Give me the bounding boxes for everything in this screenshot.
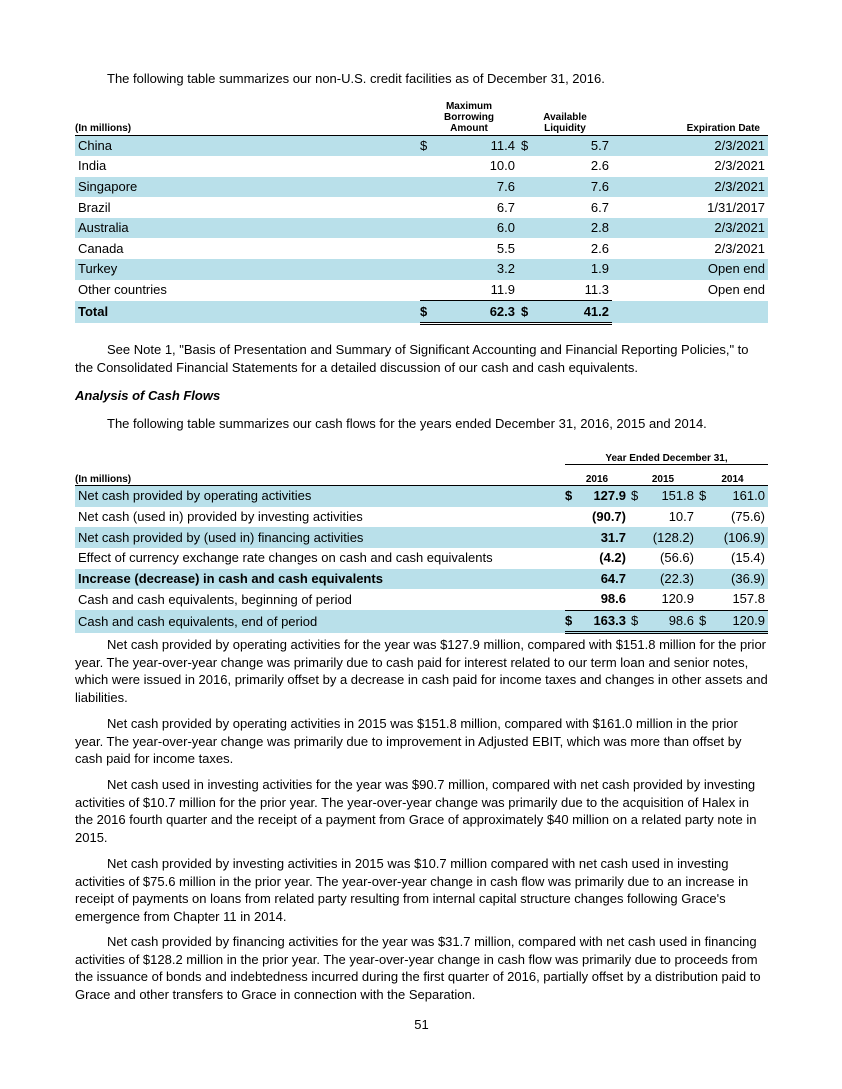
expiration-cell: 1/31/2017 [707, 199, 765, 215]
country-cell: Turkey [75, 259, 420, 280]
value-2015-cell: 10.7 [668, 509, 694, 525]
table-row [75, 135, 768, 156]
country-cell: Canada [78, 240, 124, 256]
max-dollar-cell [420, 238, 434, 259]
value-2016-cell: 98.6 [578, 589, 629, 610]
dollar-2015-cell [629, 507, 643, 528]
label-cell: Cash and cash equivalents, beginning of period [78, 591, 352, 607]
value-2014-cell: (75.6) [731, 509, 765, 525]
year-header-row [75, 464, 768, 486]
label-cell: Cash and cash equivalents, end of period [75, 610, 565, 633]
available-liquidity-cell: 2.8 [530, 218, 612, 239]
label-cell: Increase (decrease) in cash and cash equivalents [75, 569, 565, 590]
body-paragraph: Net cash provided by financing activities for the year was $31.7 million, compared with net cash used in financing activities of $128.2 million in the prior year. The year-over-year change in cash flow was primarily due to proceeds from the issuance of bonds and indebtedness incurred during the first quarter of 2016, partially offset by a distribution paid to Grace and other transfers to Grace in connection with the Separation. [75, 934, 761, 1002]
max-dollar-cell [420, 177, 434, 198]
max-borrowing-cell: 10.0 [489, 158, 515, 174]
value-2014-cell: (36.9) [711, 569, 768, 590]
value-2015-cell: (128.2) [643, 527, 697, 548]
dollar-2016-cell: $ [565, 610, 578, 633]
expiration-cell: 2/3/2021 [612, 135, 768, 156]
value-2014-cell: (15.4) [731, 550, 765, 566]
value-2015-cell: 98.6 [643, 610, 697, 633]
value-2014-cell: 157.8 [711, 589, 768, 610]
avail-dollar-cell [518, 156, 530, 177]
table-row [75, 507, 768, 528]
table-row [75, 177, 768, 198]
total-avail-dollar: $ [518, 301, 530, 324]
cash-flow-heading: Analysis of Cash Flows [75, 388, 221, 403]
table-header-row [75, 99, 768, 135]
table-row [75, 486, 768, 507]
label-cell: Net cash provided by operating activities [75, 486, 565, 507]
value-2016-cell: (90.7) [592, 509, 626, 525]
period-header-row [75, 443, 768, 464]
label-cell: Net cash (used in) provided by investing activities [78, 509, 363, 525]
dollar-2014-cell [697, 548, 711, 569]
avail-dollar-cell [518, 259, 530, 280]
total-max-value: 62.3 [434, 301, 518, 324]
available-liquidity-cell: 7.6 [530, 177, 612, 198]
country-cell: Other countries [78, 282, 167, 298]
table-row [75, 527, 768, 548]
expiration-cell: Open end [612, 259, 768, 280]
max-borrowing-cell: 7.6 [434, 177, 518, 198]
country-cell: China [75, 135, 420, 156]
value-2016-cell: (4.2) [599, 550, 626, 566]
dollar-2015-cell [629, 589, 643, 610]
max-dollar-cell [420, 197, 434, 218]
max-dollar-cell [420, 280, 434, 301]
avail-dollar-cell [518, 197, 530, 218]
country-cell: Australia [75, 218, 420, 239]
year-2016-header: 2016 [565, 464, 629, 486]
max-borrowing-cell: 11.4 [434, 135, 518, 156]
table-row [75, 548, 768, 569]
expiration-cell: 2/3/2021 [714, 158, 765, 174]
expiration-cell: 2/3/2021 [612, 177, 768, 198]
col-header-max-borrowing: Maximum Borrowing Amount [420, 99, 518, 135]
total-row [75, 301, 768, 324]
dollar-2014-cell: $ [697, 610, 711, 633]
value-2015-cell: 151.8 [643, 486, 697, 507]
table-row [75, 259, 768, 280]
note-text: See Note 1, "Basis of Presentation and Summary of Significant Accounting and Financial Reporting Policies," to the Consolidated Financial Statements for a detailed discussion of our cash and cash equivalents. [75, 342, 749, 375]
available-liquidity-cell: 2.6 [590, 158, 609, 174]
col-header-available-liquidity: Available Liquidity [518, 99, 612, 135]
body-paragraph: Net cash used in investing activities for the year was $90.7 million, compared with net cash provided by investing activities of $10.7 million for the prior year. The year-over-year change was primarily due to the acquisition of Halex in the 2016 fourth quarter and the receipt of a payment from Grace of approximately $40 million on a related party note in 2015. [75, 777, 757, 845]
country-cell: Singapore [75, 177, 420, 198]
dollar-2015-cell [629, 548, 643, 569]
dollar-2016-cell [565, 569, 578, 590]
max-dollar-cell [420, 218, 434, 239]
dollar-2016-cell [565, 589, 578, 610]
avail-dollar-cell: $ [518, 135, 530, 156]
table-row [75, 569, 768, 590]
value-2015-cell: (56.6) [660, 550, 694, 566]
country-cell: Brazil [78, 199, 111, 215]
dollar-2015-cell [629, 527, 643, 548]
dollar-2014-cell [697, 527, 711, 548]
value-2015-cell: (22.3) [643, 569, 697, 590]
max-borrowing-cell: 5.5 [496, 240, 515, 256]
value-2016-cell: 64.7 [578, 569, 629, 590]
dollar-2016-cell [565, 527, 578, 548]
dollar-2014-cell [697, 589, 711, 610]
dollar-2014-cell [697, 507, 711, 528]
avail-dollar-cell [518, 177, 530, 198]
credit-intro-text: The following table summarizes our non-U.S. credit facilities as of December 31, 2016. [107, 71, 605, 86]
table-row [75, 197, 768, 218]
available-liquidity-cell: 2.6 [590, 240, 609, 256]
max-dollar-cell: $ [420, 135, 434, 156]
table-row [75, 280, 768, 301]
col-header-expiration: Expiration Date [612, 99, 768, 135]
available-liquidity-cell: 5.7 [530, 135, 612, 156]
avail-dollar-cell [518, 238, 530, 259]
value-2016-cell: 127.9 [578, 486, 629, 507]
expiration-cell: 2/3/2021 [714, 240, 765, 256]
page-number: 51 [414, 1017, 429, 1032]
avail-dollar-cell [518, 280, 530, 301]
unit-label: (In millions) [75, 464, 565, 486]
table-row [75, 218, 768, 239]
max-borrowing-cell: 6.0 [434, 218, 518, 239]
dollar-2016-cell: $ [565, 486, 578, 507]
table-row [75, 610, 768, 633]
expiration-cell: Open end [707, 282, 765, 298]
year-2014-header: 2014 [697, 464, 768, 486]
total-avail-value: 41.2 [530, 301, 612, 324]
country-cell: India [78, 158, 107, 174]
period-header: Year Ended December 31, [565, 443, 768, 464]
total-label: Total [75, 301, 420, 324]
max-dollar-cell [420, 156, 434, 177]
value-2015-cell: 120.9 [643, 589, 697, 610]
body-paragraph: Net cash provided by investing activities in 2015 was $10.7 million compared with net cash used in investing activities of $75.6 million in the prior year. The year-over-year change in cash flow was primarily due to an increase in receipt of payments on loans from related party resulting from internal capital structure changes following Grace's emergence from Chapter 11 in 2014. [75, 856, 749, 924]
unit-label: (In millions) [75, 99, 420, 135]
cash-flows-table [75, 443, 768, 634]
value-2014-cell: 120.9 [711, 610, 768, 633]
body-paragraph: Net cash provided by operating activities in 2015 was $151.8 million, compared with $161.0 million in the prior year. The year-over-year change was primarily due to improvement in Adjusted EBIT, which was more than offset by cash paid for income taxes. [75, 716, 742, 766]
dollar-2016-cell [565, 507, 578, 528]
cash-flow-intro-text: The following table summarizes our cash flows for the years ended December 31, 2016, 2015 and 2014. [107, 416, 707, 431]
credit-facilities-table [75, 99, 768, 325]
body-paragraph: Net cash provided by operating activities for the year was $127.9 million, compared with $151.8 million for the prior year. The year-over-year change was primarily due to cash paid for interest related to our term loan and senior notes, which were issued in 2016, primarily offset by a decrease in cash paid for income taxes and changes in other assets and liabilities. [75, 637, 768, 705]
table-row [75, 589, 768, 610]
dollar-2015-cell: $ [629, 610, 643, 633]
max-borrowing-cell: 3.2 [434, 259, 518, 280]
avail-dollar-cell [518, 218, 530, 239]
max-borrowing-cell: 6.7 [496, 199, 515, 215]
dollar-2014-cell [697, 569, 711, 590]
available-liquidity-cell: 1.9 [530, 259, 612, 280]
dollar-2014-cell: $ [697, 486, 711, 507]
available-liquidity-cell: 11.3 [530, 280, 612, 301]
value-2014-cell: 161.0 [711, 486, 768, 507]
label-cell: Effect of currency exchange rate changes on cash and cash equivalents [78, 550, 493, 566]
year-2015-header: 2015 [629, 464, 697, 486]
value-2016-cell: 163.3 [578, 610, 629, 633]
label-cell: Net cash provided by (used in) financing activities [75, 527, 565, 548]
table-row [75, 238, 768, 259]
max-dollar-cell [420, 259, 434, 280]
dollar-2016-cell [565, 548, 578, 569]
max-borrowing-cell: 11.9 [434, 280, 518, 301]
value-2016-cell: 31.7 [578, 527, 629, 548]
available-liquidity-cell: 6.7 [590, 199, 609, 215]
table-row [75, 156, 768, 177]
dollar-2015-cell [629, 569, 643, 590]
total-max-dollar: $ [420, 301, 434, 324]
expiration-cell: 2/3/2021 [612, 218, 768, 239]
value-2014-cell: (106.9) [711, 527, 768, 548]
dollar-2015-cell: $ [629, 486, 643, 507]
